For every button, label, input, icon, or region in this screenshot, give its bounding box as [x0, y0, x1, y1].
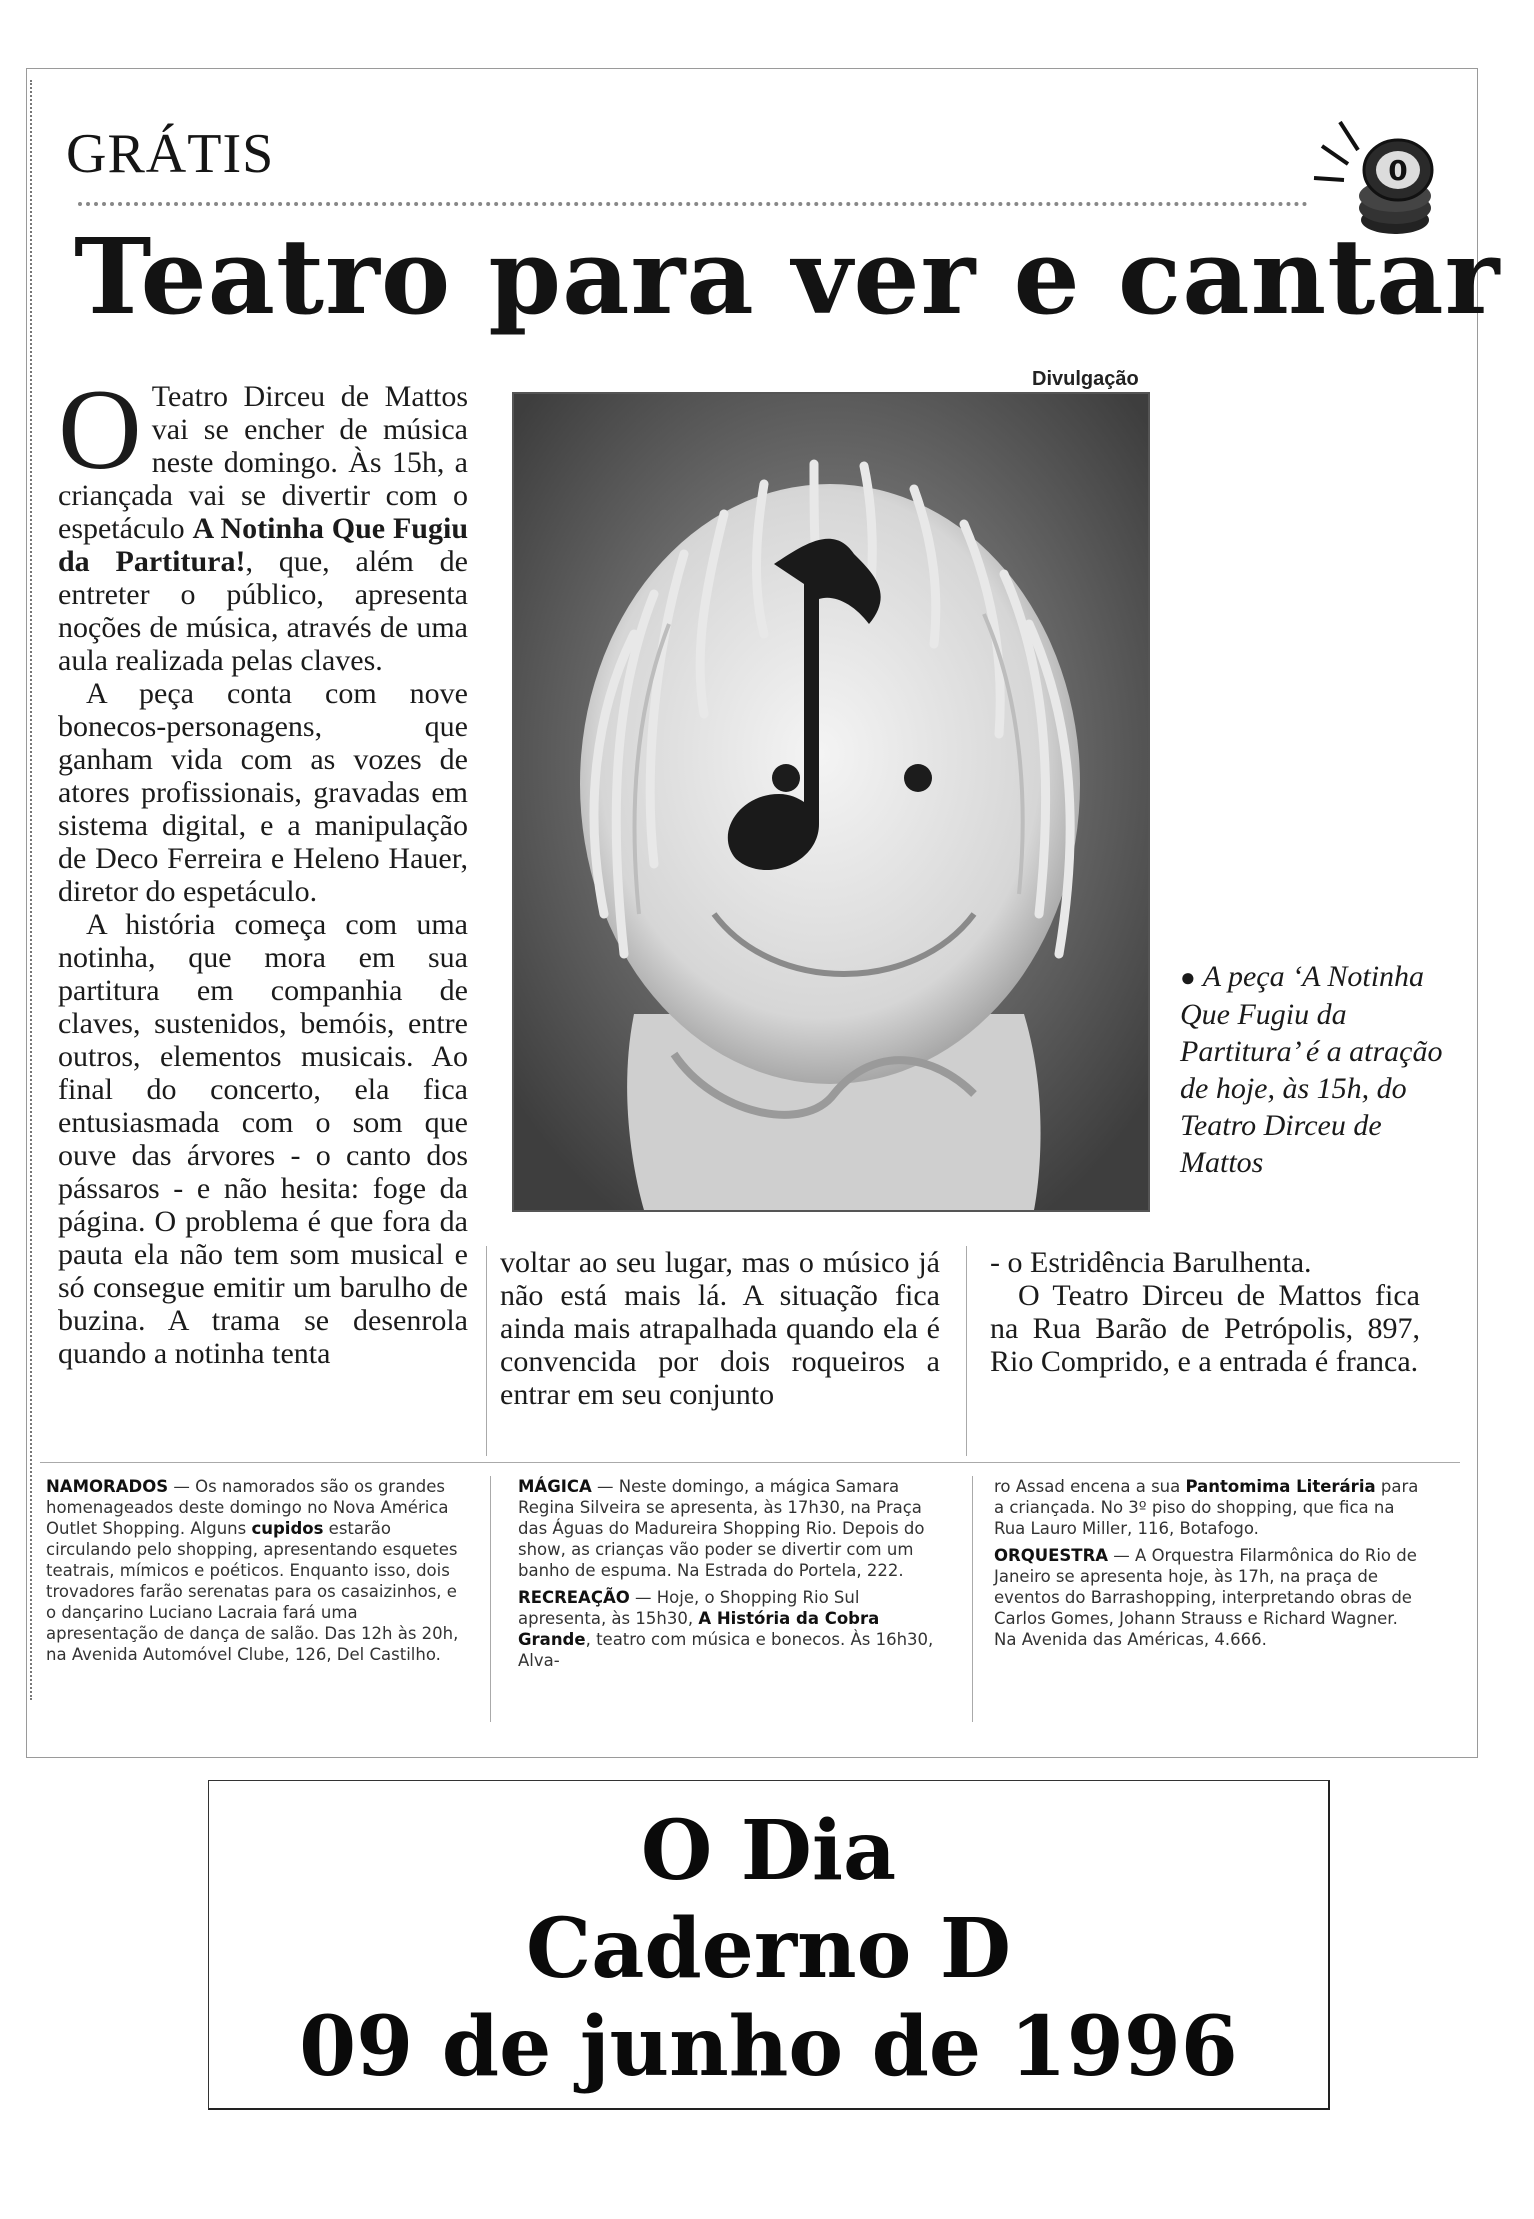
dotted-rule	[78, 202, 1308, 210]
svg-text:0: 0	[1388, 154, 1408, 187]
brief-text: — Neste domingo, a mágica Samara Regina Silveira se apresenta, às 17h30, na Praça das Águas do Madureira Shopping Rio. Depois do show, as crianças vão poder se divertir com um banho de espuma. Na Estrada do Portela, 222.	[518, 1477, 925, 1580]
briefs-column-1	[46, 1476, 466, 1671]
brief-heading: ORQUESTRA	[994, 1546, 1109, 1565]
caption-bullet: ●	[1180, 963, 1196, 992]
briefs-column-2	[518, 1476, 950, 1677]
brief-highlight: Pantomima Literária	[1185, 1477, 1376, 1496]
briefs-column-divider	[490, 1476, 491, 1722]
puppet-photo	[512, 392, 1150, 1212]
article-column-1	[58, 366, 469, 1370]
source-box	[208, 1780, 1330, 2110]
brief-heading: MÁGICA	[518, 1477, 592, 1496]
briefs-divider	[40, 1462, 1460, 1463]
brief-highlight: A História da Cobra Grande	[518, 1609, 880, 1649]
puppet-with-music-note-photo	[514, 394, 1148, 1210]
brief-text: — Hoje, o Shopping Rio Sul apresenta, às 15h30,	[518, 1588, 860, 1628]
section-label: GRÁTIS	[66, 123, 275, 185]
article-address: O Teatro Dirceu de Mattos fica na Rua Barão de Petrópolis, 897, Rio Comprido, e a entrada é franca.	[990, 1279, 1420, 1378]
brief-text: estarão circulando pelo shopping, apresentando esquetes teatrais, mímicos e poéticos. Enquanto isso, dois trovadores farão serenatas para os casaizinhos, e o dançarino Luciano Lacraia fará uma apresentação de dança de salão. Das 12h às 20h, na Avenida Automóvel Clube, 126, Del Castilho.	[46, 1519, 459, 1664]
brief-text: para a criançada. No 3º piso do shopping, que fica na Rua Lauro Miller, 116, Botafogo.	[994, 1477, 1419, 1538]
paragraph-text: , que, além de entreter o público, apresenta noções de música, através de uma aula realizada pelas claves.	[58, 545, 468, 677]
brief-text: , teatro com música e bonecos. Às 16h30, Alva-	[518, 1630, 934, 1670]
brief-text: — A Orquestra Filarmônica do Rio de Janeiro se apresenta hoje, às 17h, na praça de eventos do Barrashopping, interpretando obras de Carlos Gomes, Johann Strauss e Richard Wagner. Na Avenida das Américas, 4.666.	[994, 1546, 1417, 1649]
photo-caption	[1180, 958, 1450, 1181]
column-divider	[966, 1246, 967, 1456]
brief-pantomima	[994, 1476, 1424, 1539]
paragraph-text: Teatro Dirceu de Mattos vai se encher de música neste domingo. Às 15h, a criançada vai se divertir com o espetáculo	[58, 380, 468, 545]
briefs-column-3	[994, 1476, 1424, 1656]
briefs-column-divider	[972, 1476, 973, 1722]
photo-credit: Divulgação	[1032, 368, 1139, 390]
article-paragraph-end: - o Estridência Barulhenta.	[990, 1246, 1312, 1279]
article-paragraph-1	[58, 366, 469, 677]
article-paragraph-continued: voltar ao seu lugar, mas o músico já não está mais lá. A situação fica ainda mais atrapalhada quando ela é convencida por dois roqueiros a entrar em seu conjunto	[500, 1246, 940, 1411]
article-paragraph-2: A peça conta com nove bonecos-personagens, que ganham vida com as vozes de atores profissionais, gravadas em sistema digital, e a manipulação de Deco Ferreira e Heleno Hauer, diretor do espetáculo.	[58, 677, 468, 908]
brief-orquestra	[994, 1545, 1424, 1650]
source-newspaper: O Dia	[640, 1803, 897, 1899]
drop-cap: O	[58, 366, 142, 494]
source-section: Caderno D	[525, 1901, 1012, 1997]
brief-heading: NAMORADOS	[46, 1477, 169, 1496]
source-date: 09 de junho de 1996	[299, 1999, 1238, 2095]
brief-namorados	[46, 1476, 466, 1665]
headline: Teatro para ver e cantar	[74, 215, 1501, 338]
clipping-torn-edge	[30, 80, 50, 1700]
caption-text: A peça ‘A Notinha Que Fugiu da Partitura’ é a atração de hoje, às 15h, do Teatro Dirceu de Mattos	[1180, 960, 1443, 1179]
brief-magica	[518, 1476, 950, 1581]
brief-recreacao	[518, 1587, 950, 1671]
brief-highlight: cupidos	[251, 1519, 324, 1538]
brief-text: — Os namorados são os grandes homenageados deste domingo no Nova América Outlet Shopping. Alguns	[46, 1477, 449, 1538]
brief-text: ro Assad encena a sua	[994, 1477, 1186, 1496]
brief-heading: RECREAÇÃO	[518, 1588, 630, 1607]
column-divider	[486, 1246, 487, 1456]
article-paragraph-3: A história começa com uma notinha, que mora em sua partitura em companhia de claves, sustenidos, bemóis, entre outros, elementos musicais. Ao final do concerto, ela fica entusiasmada com o som que ouve das árvores - o canto dos pássaros - e não hesita: foge da página. O problema é que fora da pauta ela não tem som musical e só consegue emitir um barulho de buzina. A trama se desenrola quando a notinha tenta	[58, 908, 468, 1370]
play-title: A Notinha Que Fugiu da Partitura!	[58, 512, 469, 578]
article-column-3	[990, 1246, 1420, 1378]
article-column-2	[500, 1246, 940, 1411]
